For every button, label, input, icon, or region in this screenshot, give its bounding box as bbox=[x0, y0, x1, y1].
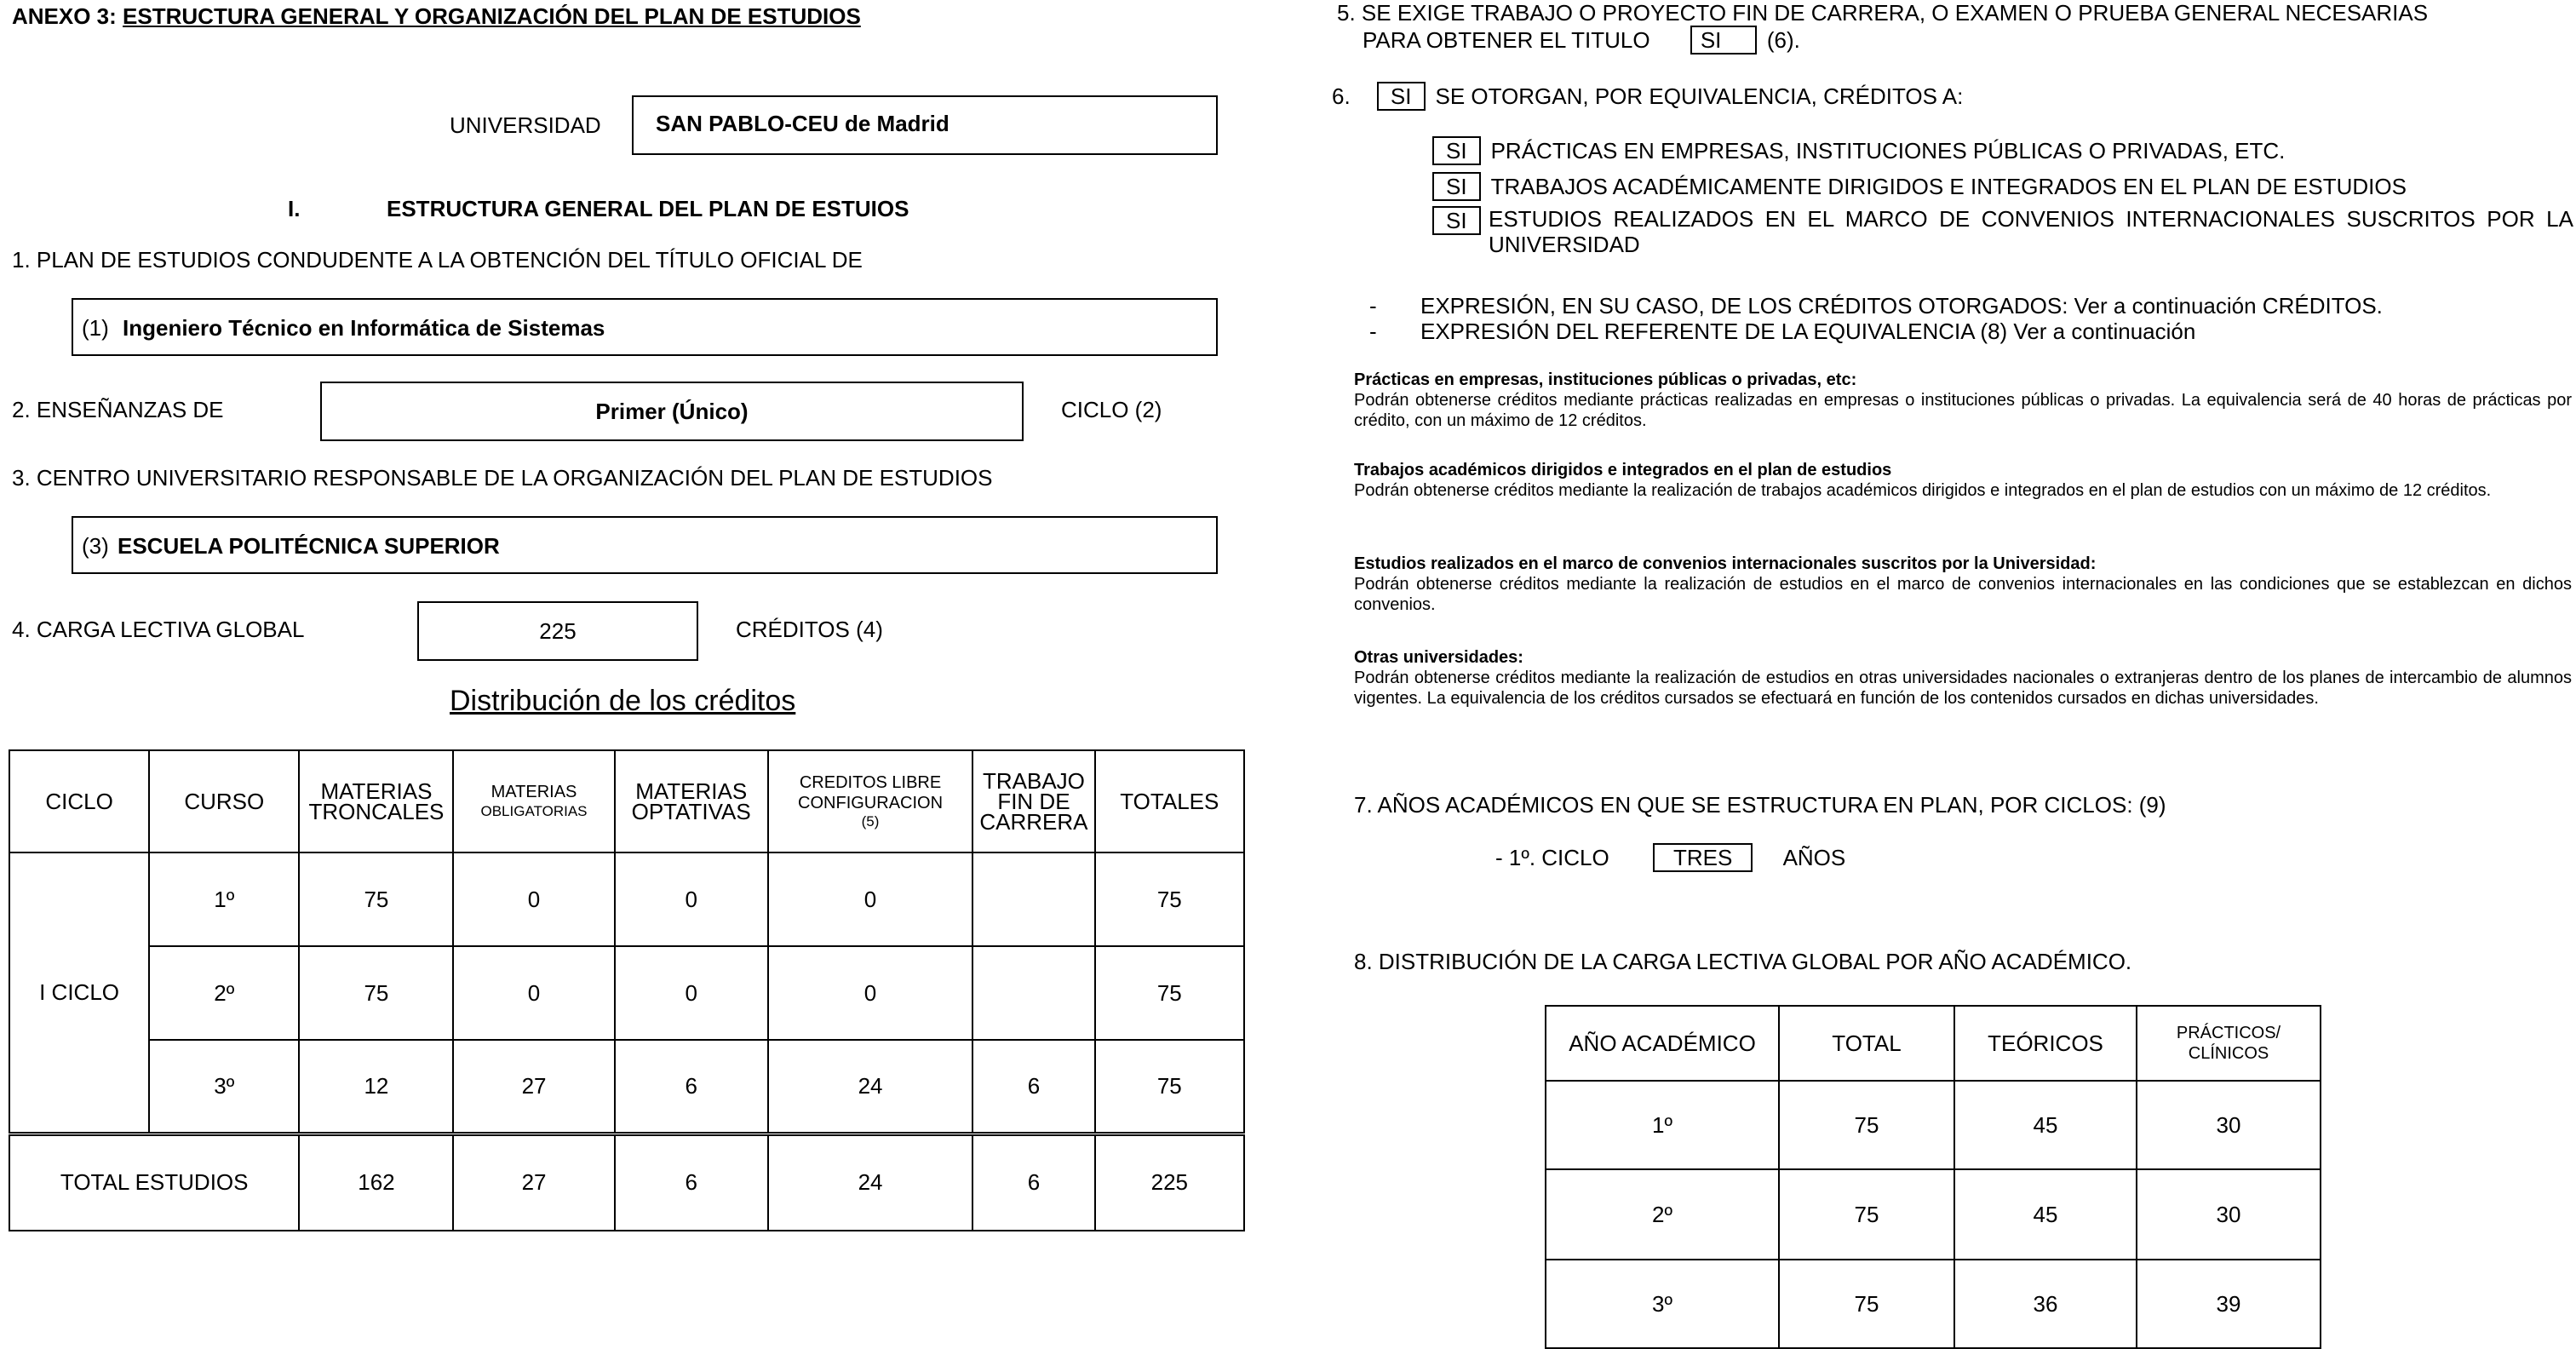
item6-heading bbox=[1332, 82, 1963, 111]
table-row bbox=[1546, 1169, 2321, 1260]
table-cell: 75 bbox=[1779, 1260, 1954, 1348]
table-cell: 75 bbox=[299, 852, 453, 946]
para-heading: Prácticas en empresas, instituciones públicas o privadas, etc: bbox=[1354, 370, 1857, 389]
option-value: SI bbox=[1432, 206, 1481, 235]
total-cell: 6 bbox=[972, 1134, 1094, 1231]
bullet-dash: - bbox=[1369, 293, 1377, 319]
universidad-box bbox=[632, 95, 1218, 155]
para-convenios bbox=[1354, 554, 2572, 615]
item2-suffix: CICLO (2) bbox=[1061, 397, 1162, 422]
ciclo-box bbox=[320, 382, 1024, 441]
total-cell: 24 bbox=[768, 1134, 972, 1231]
annex-prefix: ANEXO 3: bbox=[12, 3, 117, 29]
item6-option bbox=[1432, 136, 2285, 165]
item5-note: (6). bbox=[1766, 27, 1800, 53]
total-cell: 6 bbox=[615, 1134, 768, 1231]
para-text: Podrán obtenerse créditos mediante la realización de trabajos académicos dirigidos e integrados en el plan de estudios con un máximo de 12 créditos. bbox=[1354, 481, 2492, 500]
table-cell: 0 bbox=[615, 946, 768, 1040]
item4-suffix: CRÉDITOS (4) bbox=[736, 617, 883, 642]
item6-label: SE OTORGAN, POR EQUIVALENCIA, CRÉDITOS A: bbox=[1435, 83, 1964, 109]
table-cell: 75 bbox=[1779, 1081, 1954, 1169]
section-title: ESTRUCTURA GENERAL DEL PLAN DE ESTUIOS bbox=[387, 196, 909, 221]
option-value: SI bbox=[1432, 136, 1481, 165]
item3-label: 3. CENTRO UNIVERSITARIO RESPONSABLE DE LA ORGANIZACIÓN DEL PLAN DE ESTUDIOS bbox=[12, 465, 993, 491]
header-libre-config-l1: CREDITOS LIBRE CONFIGURACION bbox=[798, 773, 944, 812]
para-heading: Otras universidades: bbox=[1354, 648, 1523, 667]
item7-row bbox=[1495, 843, 1845, 872]
table-cell: 24 bbox=[768, 1040, 972, 1134]
table-cell: 6 bbox=[972, 1040, 1094, 1134]
table-header-row bbox=[1546, 1006, 2321, 1081]
titulo-note: (1) bbox=[82, 315, 109, 341]
table-row bbox=[9, 852, 1244, 946]
table-cell: 75 bbox=[299, 946, 453, 1040]
table-cell bbox=[972, 852, 1094, 946]
total-label: TOTAL ESTUDIOS bbox=[9, 1134, 299, 1231]
item5-line1: 5. SE EXIGE TRABAJO O PROYECTO FIN DE CARRERA, O EXAMEN O PRUEBA GENERAL NECESARIAS bbox=[1337, 0, 2429, 26]
table-cell: 0 bbox=[453, 852, 614, 946]
table-cell: 0 bbox=[615, 852, 768, 946]
table-cell: 45 bbox=[1954, 1169, 2137, 1260]
table-cell: 75 bbox=[1779, 1169, 1954, 1260]
table-cell: 30 bbox=[2137, 1081, 2321, 1169]
item4-label: 4. CARGA LECTIVA GLOBAL bbox=[12, 617, 305, 642]
header-troncales: MATERIAS TRONCALES bbox=[299, 750, 453, 852]
item6-num: 6. bbox=[1332, 83, 1351, 109]
carga-box bbox=[417, 601, 698, 661]
table-cell: 30 bbox=[2137, 1169, 2321, 1260]
centro-value: ESCUELA POLITÉCNICA SUPERIOR bbox=[118, 533, 500, 559]
titulo-box bbox=[72, 298, 1218, 356]
para-practicas bbox=[1354, 370, 2572, 431]
table-cell: 6 bbox=[615, 1040, 768, 1134]
table-cell: 39 bbox=[2137, 1260, 2321, 1348]
header-obligatorias bbox=[453, 750, 614, 852]
table-cell: 45 bbox=[1954, 1081, 2137, 1169]
table-cell: 75 bbox=[1095, 1040, 1244, 1134]
para-text: Podrán obtenerse créditos mediante la realización de estudios en otras universidades nacionales o extranjeras dentro de los planes de intercambio de alumnos vigentes. La equivalencia de los créditos cursados se efectuará en función de los contenidos cursados en dichas universidades. bbox=[1354, 669, 2572, 708]
year-distribution-table bbox=[1545, 1005, 2321, 1349]
section-number: I. bbox=[288, 196, 301, 221]
table-cell: 0 bbox=[768, 946, 972, 1040]
item6-option bbox=[1432, 172, 2407, 201]
table-cell: 2º bbox=[149, 946, 299, 1040]
para-trabajos bbox=[1354, 460, 2572, 501]
item2-label: 2. ENSEÑANZAS DE bbox=[12, 397, 224, 422]
item5-value: SI bbox=[1690, 26, 1757, 55]
total-cell: 162 bbox=[299, 1134, 453, 1231]
item7-label: 7. AÑOS ACADÉMICOS EN QUE SE ESTRUCTURA EN PLAN, POR CICLOS: (9) bbox=[1354, 792, 2166, 818]
item7-ciclo: - 1º. CICLO bbox=[1495, 845, 1609, 870]
table-cell: 27 bbox=[453, 1040, 614, 1134]
table-row bbox=[9, 1040, 1244, 1134]
item6-value: SI bbox=[1377, 82, 1426, 111]
ciclo-cell: I CICLO bbox=[9, 852, 149, 1134]
ciclo-value: Primer (Único) bbox=[595, 399, 749, 424]
para-text: Podrán obtenerse créditos mediante la realización de estudios en el marco de convenios internacionales en las condiciones que se establezcan en dichos convenios. bbox=[1354, 575, 2572, 614]
header-total: TOTAL bbox=[1779, 1006, 1954, 1081]
item5-line2 bbox=[1363, 26, 1800, 55]
table-row bbox=[1546, 1081, 2321, 1169]
dist-title: Distribución de los créditos bbox=[450, 685, 796, 717]
option-value: SI bbox=[1432, 172, 1481, 201]
bullet-text: EXPRESIÓN, EN SU CASO, DE LOS CRÉDITOS OTORGADOS: Ver a continuación CRÉDITOS. bbox=[1420, 293, 2383, 319]
table-cell: 75 bbox=[1095, 946, 1244, 1040]
header-libre-config bbox=[768, 750, 972, 852]
header-practicos bbox=[2137, 1006, 2321, 1081]
header-obligatorias-l2: OBLIGATORIAS bbox=[480, 803, 588, 819]
table-cell: 2º bbox=[1546, 1169, 1779, 1260]
universidad-value: SAN PABLO-CEU de Madrid bbox=[656, 111, 950, 136]
annex-title bbox=[12, 3, 861, 30]
table-total-row bbox=[9, 1134, 1244, 1231]
item7-value: TRES bbox=[1653, 843, 1753, 872]
header-obligatorias-l1: MATERIAS bbox=[491, 783, 577, 801]
table-cell: 0 bbox=[453, 946, 614, 1040]
option-text: ESTUDIOS REALIZADOS EN EL MARCO DE CONVENIOS INTERNACIONALES SUSCRITOS POR LA UNIVERSIDAD bbox=[1489, 206, 2573, 257]
option-text: PRÁCTICAS EN EMPRESAS, INSTITUCIONES PÚBLICAS O PRIVADAS, ETC. bbox=[1490, 138, 2286, 164]
item6-option bbox=[1432, 206, 2573, 257]
para-text: Podrán obtenerse créditos mediante prácticas realizadas en empresas o instituciones públicas o privadas. La equivalencia será de 40 horas de prácticas por crédito, con un máximo de 12 créditos. bbox=[1354, 391, 2572, 430]
universidad-label: UNIVERSIDAD bbox=[450, 112, 601, 138]
table-cell: 1º bbox=[1546, 1081, 1779, 1169]
header-optativas: MATERIAS OPTATIVAS bbox=[615, 750, 768, 852]
para-heading: Trabajos académicos dirigidos e integrados en el plan de estudios bbox=[1354, 461, 1892, 479]
item5-label: PARA OBTENER EL TITULO bbox=[1363, 27, 1650, 53]
header-totales: TOTALES bbox=[1095, 750, 1244, 852]
table-cell: 75 bbox=[1095, 852, 1244, 946]
table-header-row bbox=[9, 750, 1244, 852]
item7-suffix: AÑOS bbox=[1782, 845, 1846, 870]
header-curso: CURSO bbox=[149, 750, 299, 852]
header-trabajo: TRABAJO FIN DE CARRERA bbox=[972, 750, 1094, 852]
header-ciclo: CICLO bbox=[9, 750, 149, 852]
table-cell: 1º bbox=[149, 852, 299, 946]
header-teoricos: TEÓRICOS bbox=[1954, 1006, 2137, 1081]
titulo-value: Ingeniero Técnico en Informática de Sistemas bbox=[123, 315, 605, 341]
total-cell: 27 bbox=[453, 1134, 614, 1231]
para-heading: Estudios realizados en el marco de convenios internacionales suscritos por la Universidad: bbox=[1354, 554, 2097, 573]
bullet-text: EXPRESIÓN DEL REFERENTE DE LA EQUIVALENCIA (8) Ver a continuación bbox=[1420, 319, 2196, 344]
centro-note: (3) bbox=[82, 533, 109, 559]
carga-value: 225 bbox=[539, 618, 577, 644]
credit-distribution-table bbox=[9, 749, 1245, 1231]
table-cell: 3º bbox=[1546, 1260, 1779, 1348]
table-cell bbox=[972, 946, 1094, 1040]
bullet-dash: - bbox=[1369, 319, 1377, 344]
header-practicos-l2: CLÍNICOS bbox=[2188, 1044, 2269, 1063]
option-text: TRABAJOS ACADÉMICAMENTE DIRIGIDOS E INTEGRADOS EN EL PLAN DE ESTUDIOS bbox=[1490, 174, 2407, 199]
item1-label: 1. PLAN DE ESTUDIOS CONDUDENTE A LA OBTENCIÓN DEL TÍTULO OFICIAL DE bbox=[12, 247, 863, 273]
para-otras bbox=[1354, 647, 2572, 709]
table-cell: 0 bbox=[768, 852, 972, 946]
header-ano: AÑO ACADÉMICO bbox=[1546, 1006, 1779, 1081]
table-cell: 12 bbox=[299, 1040, 453, 1134]
table-cell: 36 bbox=[1954, 1260, 2137, 1348]
centro-box bbox=[72, 516, 1218, 574]
table-row bbox=[9, 946, 1244, 1040]
total-cell: 225 bbox=[1095, 1134, 1244, 1231]
header-libre-config-l2: (5) bbox=[861, 813, 880, 829]
table-cell: 3º bbox=[149, 1040, 299, 1134]
item8-label: 8. DISTRIBUCIÓN DE LA CARGA LECTIVA GLOBAL POR AÑO ACADÉMICO. bbox=[1354, 949, 2132, 974]
header-practicos-l1: PRÁCTICOS/ bbox=[2176, 1024, 2281, 1042]
annex-heading: ESTRUCTURA GENERAL Y ORGANIZACIÓN DEL PLAN DE ESTUDIOS bbox=[123, 3, 861, 29]
table-row bbox=[1546, 1260, 2321, 1348]
